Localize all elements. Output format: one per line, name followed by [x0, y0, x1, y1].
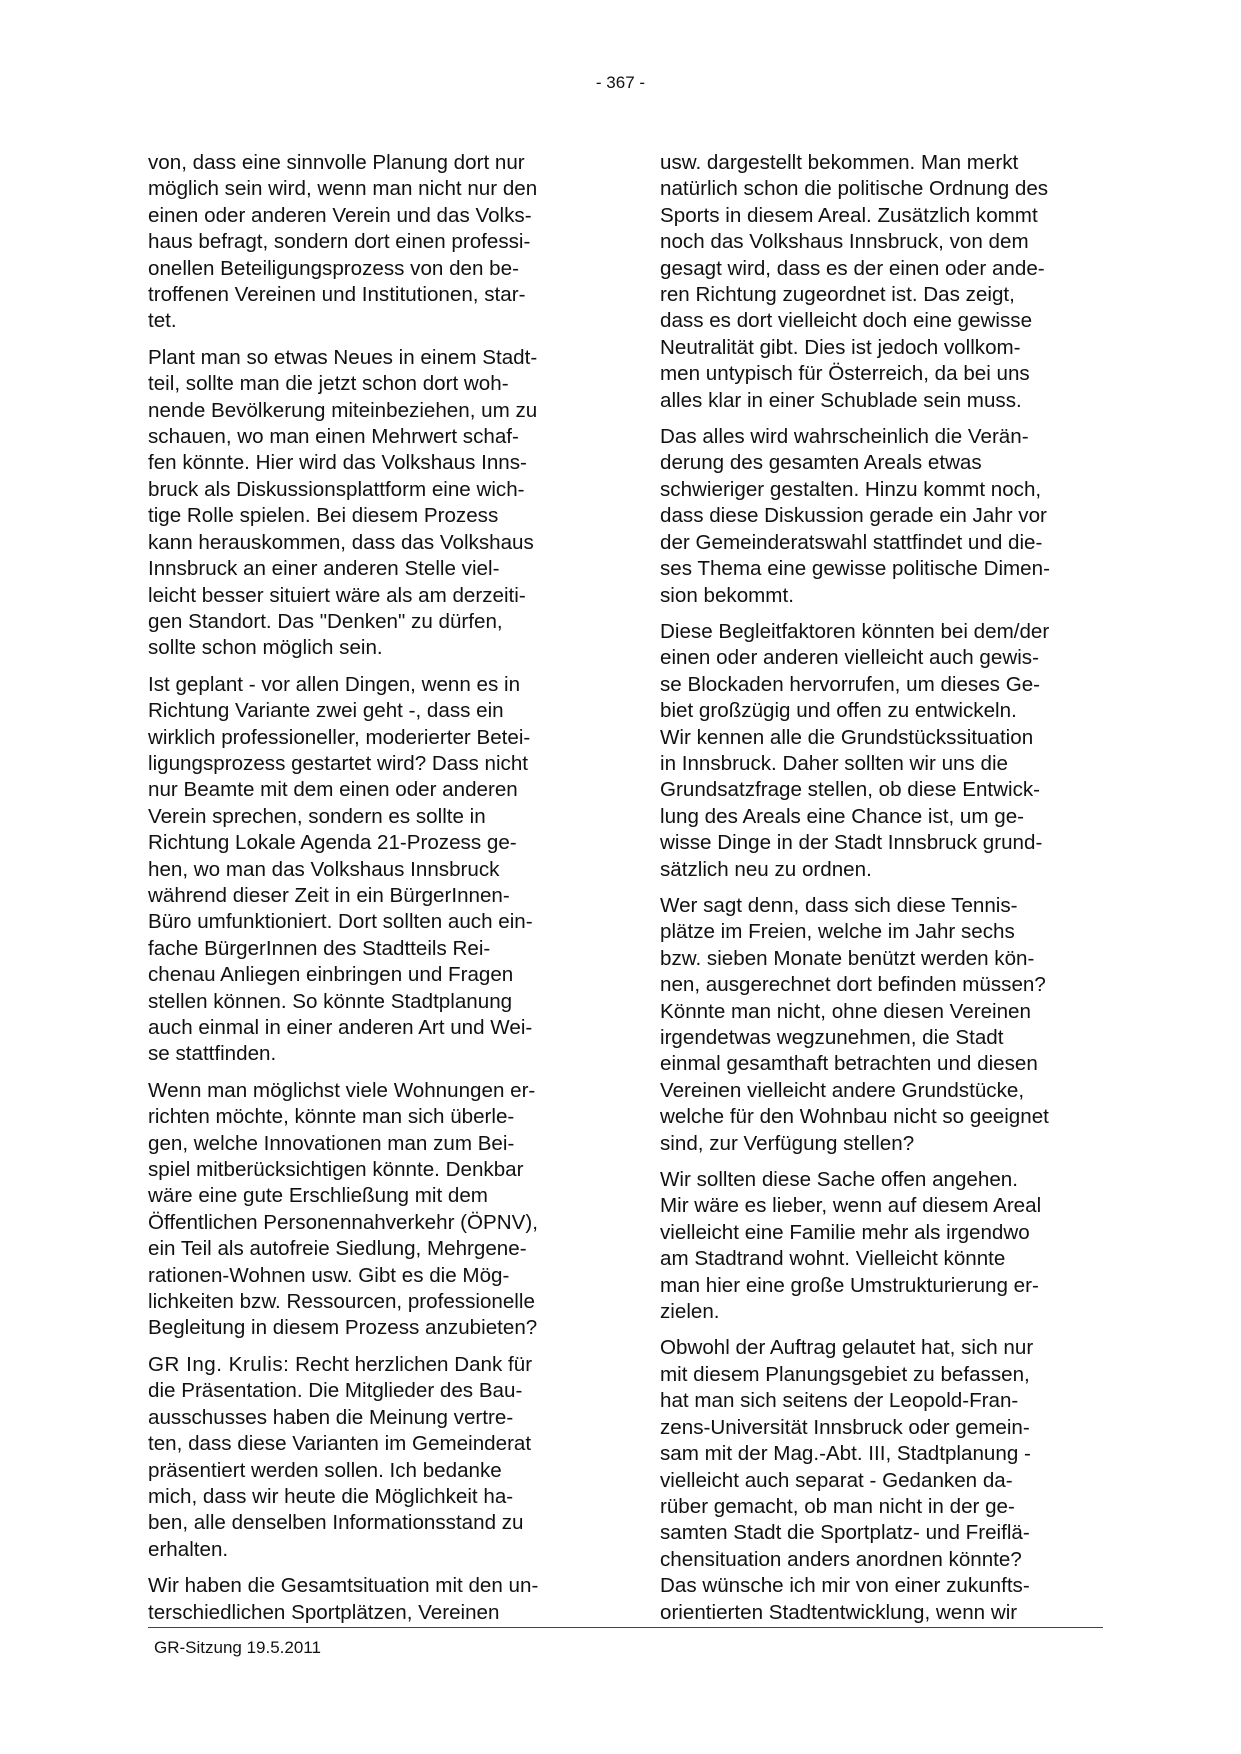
- text-line: chensituation anders anordnen könnte?: [660, 1547, 1022, 1571]
- text-line: Mir wäre es lieber, wenn auf diesem Areal: [660, 1194, 1042, 1218]
- text-line: haus befragt, sondern dort einen professi-: [148, 230, 531, 254]
- text-line: ein Teil als autofreie Siedlung, Mehrgene-: [148, 1237, 527, 1261]
- text-line: schwieriger gestalten. Hinzu kommt noch,: [660, 477, 1042, 501]
- text-line: in Innsbruck. Daher sollten wir uns die: [660, 751, 1008, 775]
- text-line: gesagt wird, dass es der einen oder ande-: [660, 256, 1045, 280]
- text-line: Neutralität gibt. Dies ist jedoch vollkom-: [660, 335, 1021, 359]
- paragraph: [148, 150, 588, 335]
- text-line: hat man sich seitens der Leopold-Fran-: [660, 1389, 1019, 1413]
- text-line: gen, welche Innovationen man zum Bei-: [148, 1131, 515, 1155]
- paragraph: [660, 424, 1102, 609]
- text-line: nur Beamte mit dem einen oder anderen: [148, 778, 518, 802]
- text-line: sam mit der Mag.-Abt. III, Stadtplanung -: [660, 1442, 1031, 1466]
- text-line: onellen Beteiligungsprozess von den be-: [148, 256, 519, 280]
- text-line: Verein sprechen, sondern es sollte in: [148, 804, 486, 828]
- text-line: Richtung Variante zwei geht -, dass ein: [148, 699, 504, 723]
- text-line: Wir haben die Gesamtsituation mit den un-: [148, 1574, 539, 1598]
- paragraph: [660, 1167, 1102, 1325]
- text-line: möglich sein wird, wenn man nicht nur den: [148, 177, 538, 201]
- text-line: nen, ausgerechnet dort befinden müssen?: [660, 973, 1046, 997]
- text-line: noch das Volkshaus Innsbruck, von dem: [660, 230, 1029, 254]
- paragraph: [660, 150, 1102, 414]
- text-line: von, dass eine sinnvolle Planung dort nur: [148, 151, 525, 174]
- text-line: Vereinen vielleicht andere Grundstücke,: [660, 1078, 1025, 1102]
- speaker-text: Recht herzlichen Dank für: [289, 1352, 533, 1376]
- text-line: der Gemeinderatswahl stattfindet und die-: [660, 530, 1043, 554]
- text-line: präsentiert werden sollen. Ich bedanke: [148, 1458, 502, 1482]
- text-line: biet großzügig und offen zu entwickeln.: [660, 699, 1017, 723]
- text-line: Öffentlichen Personennahverkehr (ÖPNV),: [148, 1210, 538, 1234]
- text-line: samten Stadt die Sportplatz- und Freiflä-: [660, 1521, 1030, 1545]
- text-line: am Stadtrand wohnt. Vielleicht könnte: [660, 1247, 1006, 1271]
- text-line: erhalten.: [148, 1537, 229, 1561]
- text-line: Diese Begleitfaktoren könnten bei dem/der: [660, 619, 1050, 643]
- text-line: Plant man so etwas Neues in einem Stadt-: [148, 345, 538, 369]
- text-line: Sports in diesem Areal. Zusätzlich kommt: [660, 203, 1038, 227]
- text-line: sion bekommt.: [660, 583, 794, 607]
- text-line: wisse Dinge in der Stadt Innsbruck grund-: [660, 831, 1043, 855]
- speaker-name: GR Ing. Krulis:: [148, 1352, 290, 1376]
- text-line: ten, dass diese Varianten im Gemeinderat: [148, 1432, 532, 1456]
- text-line: fen könnte. Hier wird das Volkshaus Inns-: [148, 451, 527, 475]
- text-line: troffenen Vereinen und Institutionen, star-: [148, 283, 526, 307]
- text-line: Begleitung in diesem Prozess anzubieten?: [148, 1316, 538, 1340]
- text-line: bzw. sieben Monate benützt werden kön-: [660, 946, 1035, 970]
- text-line: einmal gesamthaft betrachten und diesen: [660, 1052, 1038, 1076]
- text-line: Büro umfunktioniert. Dort sollten auch ein-: [148, 910, 533, 934]
- text-line: wäre eine gute Erschließung mit dem: [148, 1184, 488, 1208]
- text-line: einen oder anderen vielleicht auch gewis-: [660, 646, 1039, 670]
- text-line: men untypisch für Österreich, da bei uns: [660, 362, 1030, 386]
- text-line: nende Bevölkerung miteinbeziehen, um zu: [148, 398, 538, 422]
- text-line: man hier eine große Umstrukturierung er-: [660, 1273, 1039, 1297]
- text-line: derung des gesamten Areals etwas: [660, 451, 982, 475]
- text-line: sind, zur Verfügung stellen?: [660, 1131, 915, 1155]
- text-line: Grundsatzfrage stellen, ob diese Entwick-: [660, 778, 1041, 802]
- text-line: orientierten Stadtentwicklung, wenn wir: [660, 1600, 1018, 1624]
- text-line: stellen können. So könnte Stadtplanung: [148, 989, 513, 1013]
- text-line: vielleicht eine Familie mehr als irgendwo: [660, 1220, 1030, 1244]
- paragraph: [148, 1573, 588, 1626]
- paragraph: [660, 893, 1102, 1157]
- page-number: - 367 -: [595, 73, 646, 92]
- text-line: auch einmal in einer anderen Art und Wei-: [148, 1016, 533, 1039]
- text-line: se stattfinden.: [148, 1042, 277, 1066]
- text-line: mit diesem Planungsgebiet zu befassen,: [660, 1362, 1030, 1386]
- text-line: richten möchte, könnte man sich überle-: [148, 1105, 515, 1129]
- text-line: teil, sollte man die jetzt schon dort woh-: [148, 372, 509, 396]
- text-line: gen Standort. Das "Denken" zu dürfen,: [148, 609, 503, 633]
- text-line: Wir kennen alle die Grundstückssituation: [660, 725, 1034, 749]
- text-line: Wir sollten diese Sache offen angehen.: [660, 1168, 1018, 1192]
- text-line: Ist geplant - vor allen Dingen, wenn es in: [148, 672, 521, 696]
- text-line: [148, 1352, 588, 1378]
- text-line: plätze im Freien, welche im Jahr sechs: [660, 920, 1015, 944]
- text-line: leicht besser situiert wäre als am derzeiti-: [148, 583, 526, 607]
- text-line: chenau Anliegen einbringen und Fragen: [148, 963, 514, 987]
- text-line: lung des Areals eine Chance ist, um ge-: [660, 804, 1025, 828]
- text-line: irgendetwas wegzunehmen, die Stadt: [660, 1026, 1004, 1049]
- footer-session-date: GR-Sitzung 19.5.2011: [154, 1638, 321, 1657]
- text-line: ligungsprozess gestartet wird? Dass nicht: [148, 751, 529, 775]
- paragraph: [148, 1352, 588, 1563]
- text-line: dass diese Diskussion gerade ein Jahr vor: [660, 504, 1047, 528]
- text-line: hen, wo man das Volkshaus Innsbruck: [148, 857, 500, 881]
- text-line: bruck als Diskussionsplattform eine wich-: [148, 477, 525, 501]
- text-line: Richtung Lokale Agenda 21-Prozess ge-: [148, 831, 517, 855]
- text-line: Wer sagt denn, dass sich diese Tennis-: [660, 893, 1018, 917]
- text-line: ausschusses haben die Meinung vertre-: [148, 1405, 514, 1429]
- text-line: mich, dass wir heute die Möglichkeit ha-: [148, 1484, 514, 1508]
- text-line: tet.: [148, 309, 177, 333]
- paragraph: [148, 1078, 588, 1342]
- paragraph: [660, 619, 1102, 883]
- left-column: [148, 150, 588, 1636]
- text-line: Wenn man möglichst viele Wohnungen er-: [148, 1078, 536, 1102]
- text-line: wirklich professioneller, moderierter Betei-: [148, 725, 531, 749]
- paragraph: [148, 345, 588, 662]
- text-line: einen oder anderen Verein und das Volks-: [148, 203, 532, 227]
- text-line: vielleicht auch separat - Gedanken da-: [660, 1468, 1013, 1492]
- text-line: usw. dargestellt bekommen. Man merkt: [660, 151, 1019, 174]
- text-line: schauen, wo man einen Mehrwert schaf-: [148, 425, 519, 449]
- text-line: Könnte man nicht, ohne diesen Vereinen: [660, 999, 1031, 1023]
- text-line: ren Richtung zugeordnet ist. Das zeigt,: [660, 283, 1015, 307]
- text-line: se Blockaden hervorrufen, um dieses Ge-: [660, 672, 1041, 696]
- footer-divider: [148, 1627, 1103, 1628]
- text-line: dass es dort vielleicht doch eine gewisse: [660, 309, 1033, 333]
- right-column: [660, 150, 1102, 1636]
- text-line: natürlich schon die politische Ordnung des: [660, 177, 1049, 201]
- text-line: sollte schon möglich sein.: [148, 636, 383, 660]
- text-line: während dieser Zeit in ein BürgerInnen-: [148, 883, 510, 907]
- text-line: sätzlich neu zu ordnen.: [660, 857, 872, 881]
- text-line: kann herauskommen, dass das Volkshaus: [148, 530, 534, 554]
- text-line: rationen-Wohnen usw. Gibt es die Mög-: [148, 1263, 510, 1287]
- text-line: ben, alle denselben Informationsstand zu: [148, 1511, 524, 1535]
- text-line: Innsbruck an einer anderen Stelle viel-: [148, 557, 500, 581]
- text-line: die Präsentation. Die Mitglieder des Bau-: [148, 1379, 523, 1403]
- text-line: fache BürgerInnen des Stadtteils Rei-: [148, 936, 491, 960]
- text-line: ses Thema eine gewisse politische Dimen-: [660, 557, 1050, 581]
- text-line: zens-Universität Innsbruck oder gemein-: [660, 1415, 1030, 1439]
- paragraph: [660, 1335, 1102, 1625]
- text-line: Das wünsche ich mir von einer zukunfts-: [660, 1574, 1030, 1598]
- text-line: zielen.: [660, 1300, 720, 1324]
- text-line: rüber gemacht, ob man nicht in der ge-: [660, 1494, 1015, 1518]
- text-line: terschiedlichen Sportplätzen, Vereinen: [148, 1600, 500, 1624]
- text-line: Das alles wird wahrscheinlich die Verän-: [660, 425, 1029, 449]
- text-line: spiel mitberücksichtigen könnte. Denkbar: [148, 1158, 524, 1182]
- text-line: tige Rolle spielen. Bei diesem Prozess: [148, 504, 499, 528]
- text-line: alles klar in einer Schublade sein muss.: [660, 388, 1022, 412]
- text-line: Obwohl der Auftrag gelautet hat, sich nur: [660, 1336, 1034, 1360]
- text-line: lichkeiten bzw. Ressourcen, professionelle: [148, 1290, 535, 1314]
- text-line: welche für den Wohnbau nicht so geeignet: [660, 1105, 1049, 1129]
- paragraph: [148, 672, 588, 1068]
